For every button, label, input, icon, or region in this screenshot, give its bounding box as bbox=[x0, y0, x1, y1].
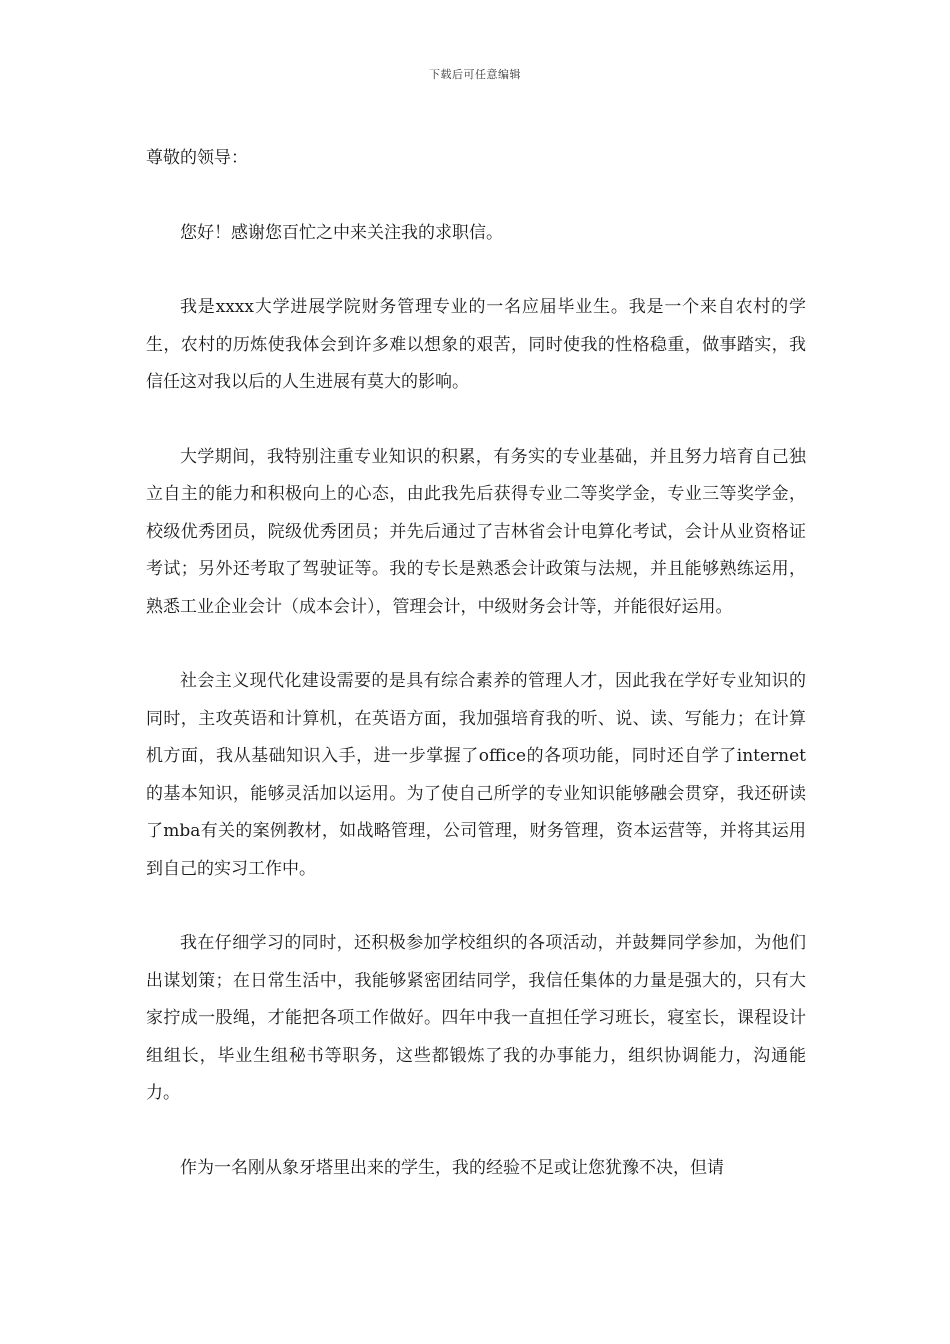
paragraph-skills: 社会主义现代化建设需要的是具有综合素养的管理人才，因此我在学好专业知识的同时，主攻英语和计算机，在英语方面，我加强培育我的听、说、读、写能力；在计算机方面，我从基础知识入手，进一步掌握了office的各项功能，同时还自学了internet的基本知识，能够灵活加以运用。为了使自己所学的专业知识能够融会贯穿，我还研读了mba有关的案例教材，如战略管理，公司管理，财务管理，资本运营等，并将其运用到自己的实习工作中。 bbox=[146, 671, 806, 879]
paragraph-greeting: 您好！感谢您百忙之中来关注我的求职信。 bbox=[180, 222, 503, 243]
paragraph-closing-partial: 作为一名刚从象牙塔里出来的学生，我的经验不足或让您犹豫不决，但请 bbox=[180, 1157, 724, 1178]
paragraph-activities: 我在仔细学习的同时，还积极参加学校组织的各项活动，并鼓舞同学参加，为他们出谋划策；在日常生活中，我能够紧密团结同学，我信任集体的力量是强大的，只有大家拧成一股绳，才能把各项工作做好。四年中我一直担任学习班长，寝室长，课程设计组组长，毕业生组秘书等职务，这些都锻炼了我的办事能力，组织协调能力，沟通能力。 bbox=[146, 933, 806, 1103]
paragraph-introduction: 我是xxxx大学进展学院财务管理专业的一名应届毕业生。我是一个来自农村的学生，农村的历炼使我体会到许多难以想象的艰苦，同时使我的性格稳重，做事踏实，我信任这对我以后的人生进展有莫大的影响。 bbox=[146, 297, 806, 392]
letter-body bbox=[146, 140, 806, 1224]
paragraph-university-studies: 大学期间，我特别注重专业知识的积累，有务实的专业基础，并且努力培育自己独立自主的能力和积极向上的心态，由此我先后获得专业二等奖学金，专业三等奖学金，校级优秀团员，院级优秀团员；并先后通过了吉林省会计电算化考试，会计从业资格证考试；另外还考取了驾驶证等。我的专长是熟悉会计政策与法规，并且能够熟练运用，熟悉工业企业会计（成本会计），管理会计，中级财务会计等，并能很好运用。 bbox=[146, 446, 806, 617]
page-header: 下载后可任意编辑 bbox=[429, 68, 521, 81]
salutation: 尊敬的领导： bbox=[146, 148, 248, 168]
